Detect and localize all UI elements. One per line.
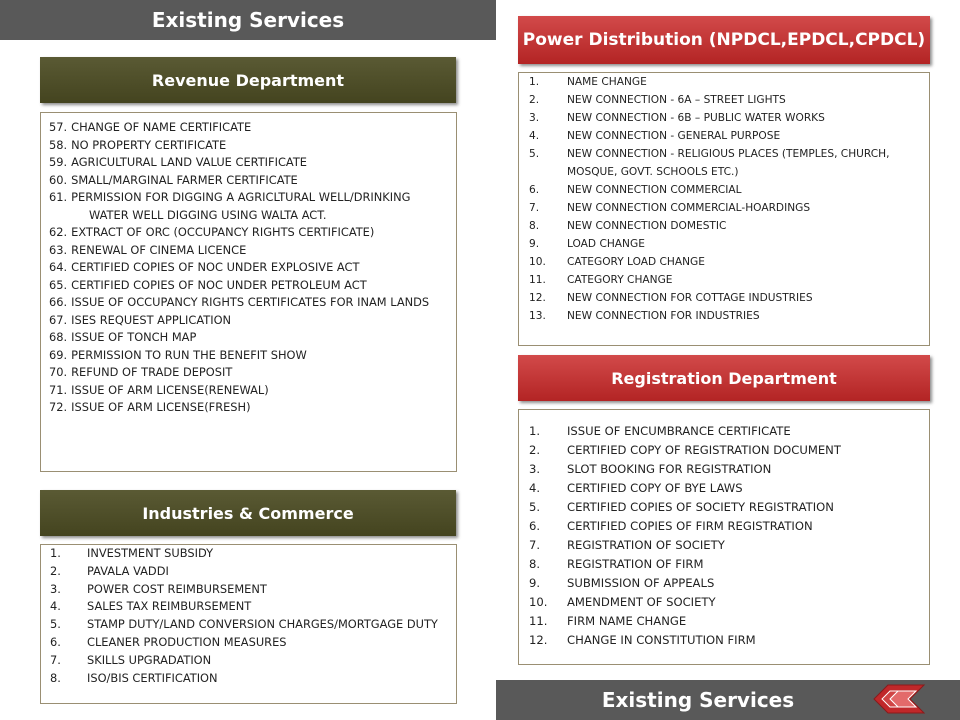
item-text: CATEGORY CHANGE [567,274,673,286]
item-text: INVESTMENT SUBSIDY [87,546,214,560]
list-item [529,307,919,325]
list-item [529,73,919,91]
item-number: 70. [49,365,68,379]
item-number: 6. [529,519,541,533]
item-number: 12. [529,633,548,647]
item-number: 8. [50,670,61,685]
list-item [529,536,919,555]
list-item [529,574,919,593]
list-item [50,616,448,634]
item-number: 4. [529,481,541,495]
item-number: 1. [529,424,541,438]
item-text: CHANGE OF NAME CERTIFICATE [71,120,252,134]
item-number: 72. [49,400,68,414]
top-title: Existing Services [151,8,345,32]
industries-list [50,545,448,687]
list-item [529,555,919,574]
list-item [529,479,919,498]
list-item [50,670,448,688]
item-text: FIRM NAME CHANGE [567,614,687,628]
item-text: AMENDMENT OF SOCIETY [567,595,716,609]
item-text: ISSUE OF ENCUMBRANCE CERTIFICATE [567,424,791,438]
item-number: 11. [529,614,548,628]
list-item [529,498,919,517]
item-number: 5. [529,500,541,514]
item-text: PAVALA VADDI [87,563,169,578]
item-text: REFUND OF TRADE DEPOSIT [71,365,233,379]
item-number: 1. [529,76,540,88]
item-number: 4. [529,130,540,142]
registration-heading-text: Registration Department [611,368,837,388]
item-text: CERTIFIED COPY OF REGISTRATION DOCUMENT [567,443,841,457]
item-text: EXTRACT OF ORC (OCCUPANCY RIGHTS CERTIFICATE) [71,225,375,239]
list-item [529,253,919,271]
item-number: 69. [49,347,68,362]
list-item [529,199,919,217]
item-text: LOAD CHANGE [567,238,645,250]
item-text: CHANGE IN CONSTITUTION FIRM [567,633,756,647]
item-text: CLEANER PRODUCTION MEASURES [87,634,287,649]
item-text: POWER COST REIMBURSEMENT [87,581,267,596]
list-item [529,441,919,460]
list-item [529,235,919,253]
list-item [49,294,448,312]
list-item [50,581,448,599]
item-number: 6. [50,634,61,649]
item-number: 10. [529,256,546,268]
item-text: SALES TAX REIMBURSEMENT [87,599,252,614]
list-item [49,277,448,295]
item-text: PERMISSION FOR DIGGING A AGRICLTURAL WELL/DRINKING WATER WELL DIGGING USING WALTA ACT. [71,190,411,222]
item-text: RENEWAL OF CINEMA LICENCE [71,242,247,257]
list-item [529,460,919,479]
list-item [529,593,919,612]
list-item [529,91,919,109]
item-number: 61. [49,190,68,204]
item-text: SUBMISSION OF APPEALS [567,576,715,590]
item-number: 9. [529,238,540,250]
item-text: CERTIFIED COPIES OF NOC UNDER EXPLOSIVE ACT [71,260,360,274]
item-text: ISES REQUEST APPLICATION [71,312,232,327]
item-text: CERTIFIED COPY OF BYE LAWS [567,481,743,495]
list-item [49,242,448,260]
item-text: SLOT BOOKING FOR REGISTRATION [567,462,772,476]
list-item [529,517,919,536]
bottom-title: Existing Services [601,688,795,712]
item-text: ISSUE OF ARM LICENSE(FRESH) [71,400,251,414]
item-text: ISSUE OF OCCUPANCY RIGHTS CERTIFICATES FOR INAM LANDS [71,295,430,309]
item-text: NEW CONNECTION COMMERCIAL-HOARDINGS [567,202,811,214]
industries-heading [40,490,456,536]
revenue-heading [40,57,456,103]
item-text: CATEGORY LOAD CHANGE [567,256,705,268]
list-item [49,172,448,190]
item-text: ISO/BIS CERTIFICATION [87,670,218,685]
list-item [529,289,919,307]
revenue-heading-text: Revenue Department [151,70,345,90]
item-text: REGISTRATION OF FIRM [567,557,704,571]
item-text: CERTIFIED COPIES OF SOCIETY REGISTRATION [567,500,834,514]
list-item [49,329,448,347]
item-text: NEW CONNECTION FOR COTTAGE INDUSTRIES [567,292,813,304]
list-item [529,217,919,235]
item-number: 67. [49,312,68,327]
item-number: 3. [50,581,61,596]
registration-list [529,422,919,650]
item-text: NO PROPERTY CERTIFICATE [71,137,227,152]
item-number: 2. [529,443,541,457]
item-number: 3. [529,112,540,124]
list-item [529,631,919,650]
list-item [49,189,448,224]
list-item [49,312,448,330]
item-number: 13. [529,310,546,322]
list-item [50,545,448,563]
item-number: 3. [529,462,541,476]
list-item [49,399,448,417]
list-item [529,109,919,127]
item-text: CERTIFIED COPIES OF NOC UNDER PETROLEUM ACT [71,277,367,292]
item-text: NEW CONNECTION FOR INDUSTRIES [567,310,760,322]
item-number: 71. [49,382,68,397]
item-text: SKILLS UPGRADATION [87,652,212,667]
item-number: 5. [50,617,61,632]
registration-list-box [518,409,930,665]
item-text: NEW CONNECTION - 6B – PUBLIC WATER WORKS [567,112,825,124]
double-chevron-left-icon[interactable] [868,682,928,716]
list-item [529,422,919,441]
item-number: 68. [49,330,68,344]
item-number: 11. [529,274,546,286]
item-text: REGISTRATION OF SOCIETY [567,538,725,552]
item-number: 60. [49,172,68,187]
item-number: 58. [49,137,68,152]
list-item [49,154,448,172]
list-item [50,598,448,616]
industries-list-box [40,544,457,704]
list-item [49,364,448,382]
top-title-bar [0,0,496,40]
item-text: NEW CONNECTION - GENERAL PURPOSE [567,130,781,142]
item-number: 8. [529,557,541,571]
list-item [529,181,919,199]
revenue-list [49,119,448,417]
item-text: SMALL/MARGINAL FARMER CERTIFICATE [71,172,298,187]
power-list-box [518,72,930,346]
list-item [49,382,448,400]
item-number: 6. [529,184,540,196]
item-number: 7. [529,538,541,552]
list-item [529,127,919,145]
industries-heading-text: Industries & Commerce [142,503,354,523]
power-list [529,73,919,325]
item-number: 5. [529,148,540,160]
list-item [49,259,448,277]
item-text: NEW CONNECTION COMMERCIAL [567,184,742,196]
item-number: 64. [49,260,68,274]
item-number: 9. [529,576,541,590]
revenue-list-box [40,112,457,472]
item-number: 7. [529,202,540,214]
list-item [49,119,448,137]
item-text: NEW CONNECTION DOMESTIC [567,220,727,232]
item-text: ISSUE OF ARM LICENSE(RENEWAL) [71,382,269,397]
power-heading [518,16,930,64]
item-number: 66. [49,295,68,309]
list-item [529,271,919,289]
list-item [529,145,919,181]
item-text: STAMP DUTY/LAND CONVERSION CHARGES/MORTGAGE DUTY [87,617,438,632]
item-number: 10. [529,595,548,609]
item-number: 63. [49,242,68,257]
list-item [50,652,448,670]
item-number: 65. [49,277,68,292]
list-item [50,634,448,652]
list-item [49,137,448,155]
list-item [49,224,448,242]
item-number: 7. [50,652,61,667]
power-heading-text: Power Distribution (NPDCL,EPDCL,CPDCL) [522,30,926,50]
item-number: 2. [529,94,540,106]
item-number: 59. [49,155,68,169]
item-number: 57. [49,120,68,134]
item-number: 8. [529,220,540,232]
list-item [529,612,919,631]
item-text: AGRICULTURAL LAND VALUE CERTIFICATE [71,155,307,169]
item-text: ISSUE OF TONCH MAP [71,330,197,344]
list-item [49,347,448,365]
item-text: NAME CHANGE [567,76,647,88]
item-number: 62. [49,225,68,239]
registration-heading [518,355,930,401]
item-number: 4. [50,599,61,614]
item-text: NEW CONNECTION - RELIGIOUS PLACES (TEMPLES, CHURCH, MOSQUE, GOVT. SCHOOLS ETC.) [567,148,890,178]
item-number: 1. [50,546,61,560]
list-item [50,563,448,581]
item-text: CERTIFIED COPIES OF FIRM REGISTRATION [567,519,813,533]
item-text: NEW CONNECTION - 6A – STREET LIGHTS [567,94,786,106]
item-number: 2. [50,563,61,578]
item-text: PERMISSION TO RUN THE BENEFIT SHOW [71,347,307,362]
item-number: 12. [529,292,546,304]
